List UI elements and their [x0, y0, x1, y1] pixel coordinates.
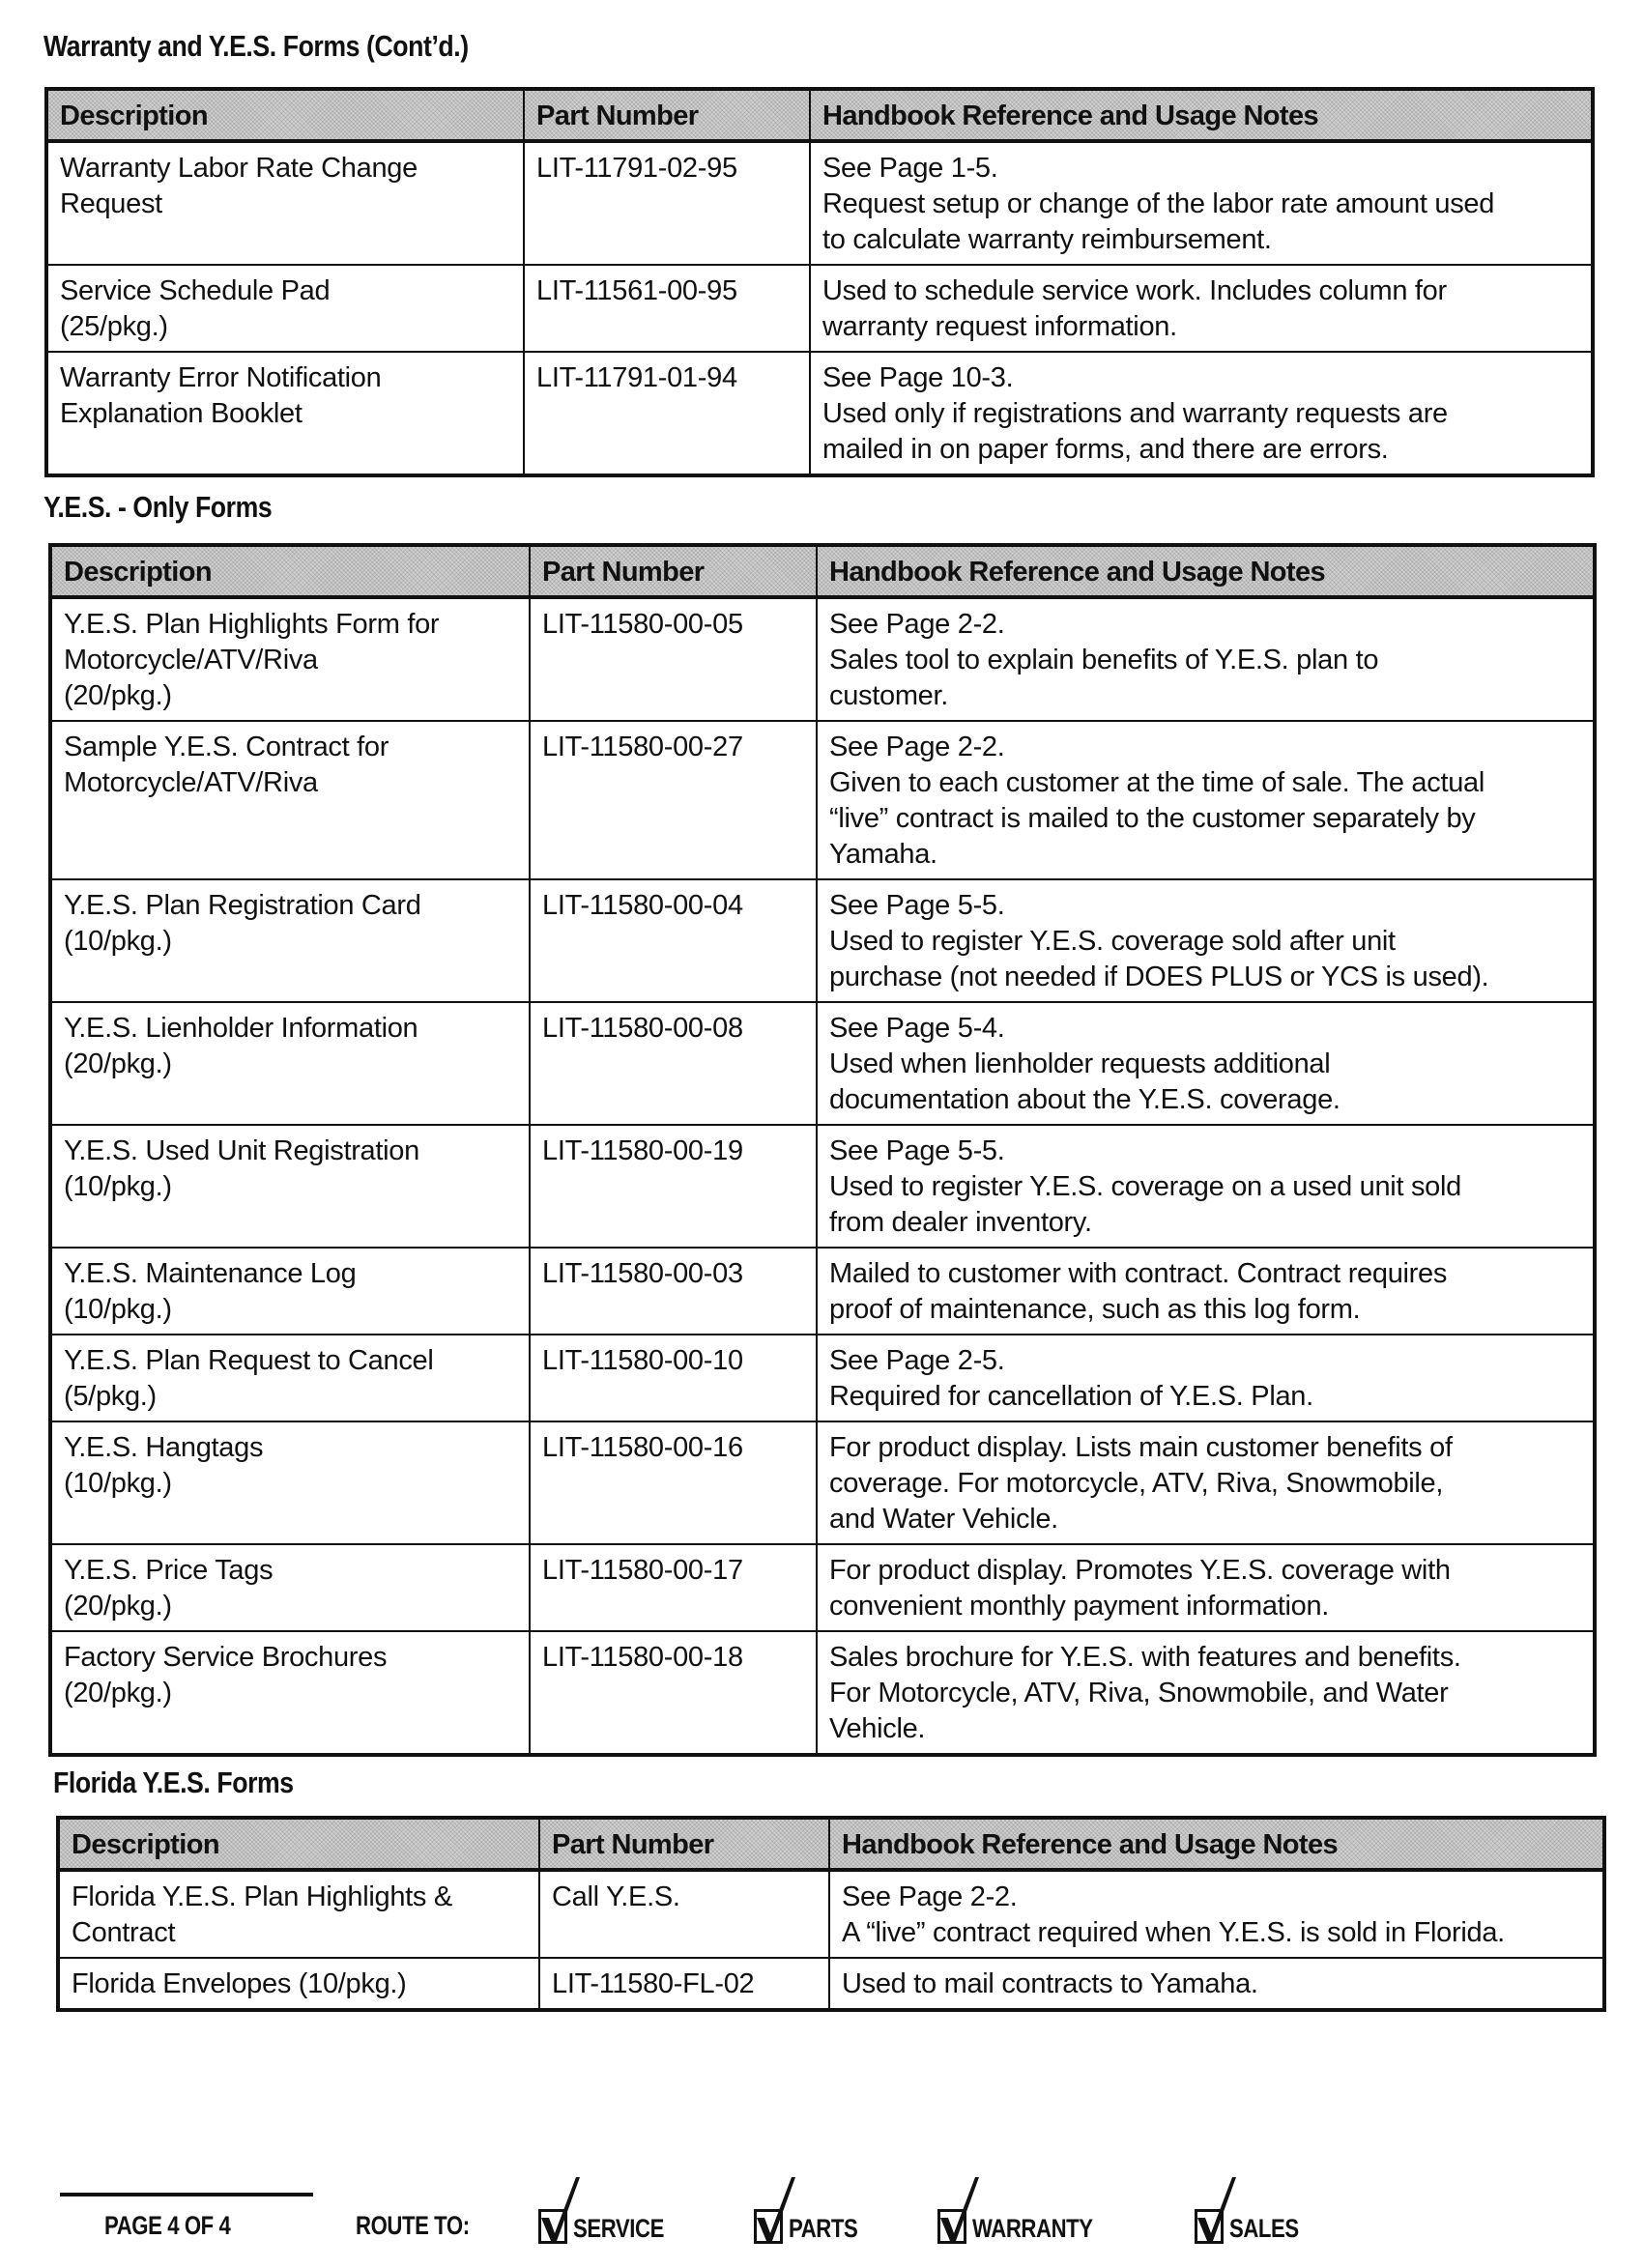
description-line: Y.E.S. Lienholder Information	[64, 1013, 418, 1044]
cell-part-number: LIT-11580-00-08	[530, 1002, 817, 1125]
description-line: Contract	[72, 1917, 176, 1948]
description-line: Y.E.S. Hangtags	[64, 1432, 264, 1463]
table-row	[58, 1870, 1604, 1958]
notes-line: See Page 1-5.	[822, 153, 998, 184]
cell-part-number: LIT-11580-00-03	[530, 1248, 817, 1335]
description-line: (10/pkg.)	[64, 926, 172, 957]
cell-part-number: LIT-11580-00-10	[530, 1335, 817, 1421]
footer-rule	[60, 2193, 313, 2196]
table-body	[46, 141, 1593, 475]
notes-line: Used when lienholder requests additional	[829, 1048, 1331, 1079]
description-line: (20/pkg.)	[64, 1048, 172, 1079]
cell-description	[50, 597, 530, 721]
warranty-yes-forms-table	[44, 87, 1595, 477]
table-row	[50, 1631, 1595, 1755]
notes-line: Used to mail contracts to Yamaha.	[842, 1968, 1258, 1999]
cell-part-number: Call Y.E.S.	[539, 1870, 829, 1958]
notes-line: documentation about the Y.E.S. coverage.	[829, 1084, 1340, 1115]
description-line: (20/pkg.)	[64, 680, 172, 711]
description-line: Explanation Booklet	[60, 398, 303, 429]
table-row	[50, 597, 1595, 721]
description-line: Warranty Error Notification	[60, 362, 382, 393]
cell-part-number: LIT-11791-02-95	[524, 141, 810, 265]
notes-line: Mailed to customer with contract. Contract requires	[829, 1258, 1448, 1289]
notes-line: Sales brochure for Y.E.S. with features and benefits.	[829, 1642, 1461, 1673]
cell-description	[58, 1958, 539, 2010]
notes-line: For product display. Lists main customer benefits of	[829, 1432, 1453, 1463]
cell-notes	[817, 1125, 1595, 1248]
section-title-florida-yes: Florida Y.E.S. Forms	[53, 1766, 294, 1799]
cell-notes	[810, 141, 1593, 265]
notes-line: For Motorcycle, ATV, Riva, Snowmobile, and Water	[829, 1678, 1449, 1708]
notes-line: See Page 2-5.	[829, 1345, 1005, 1376]
cell-notes	[817, 1002, 1595, 1125]
cell-notes	[829, 1958, 1604, 2010]
cell-part-number: LIT-11580-00-19	[530, 1125, 817, 1248]
notes-line: to calculate warranty reimbursement.	[822, 224, 1272, 255]
route-item-parts[interactable]	[754, 2178, 873, 2246]
header-description: Description	[46, 89, 524, 141]
table-body	[50, 597, 1595, 1755]
description-line: Y.E.S. Plan Request to Cancel	[64, 1345, 434, 1376]
table-row	[50, 879, 1595, 1002]
notes-line: For product display. Promotes Y.E.S. coverage with	[829, 1555, 1451, 1586]
notes-line: and Water Vehicle.	[829, 1504, 1058, 1535]
section-title-warranty-yes: Warranty and Y.E.S. Forms (Cont’d.)	[43, 29, 469, 63]
description-line: Y.E.S. Plan Registration Card	[64, 890, 421, 921]
notes-line: convenient monthly payment information.	[829, 1591, 1330, 1622]
cell-description	[50, 1002, 530, 1125]
cell-description	[46, 265, 524, 352]
notes-line: See Page 2-2.	[829, 732, 1005, 762]
notes-line: coverage. For motorcycle, ATV, Riva, Snowmobile,	[829, 1468, 1444, 1499]
route-item-sales[interactable]	[1195, 2178, 1314, 2246]
notes-line: “live” contract is mailed to the customer separately by	[829, 803, 1476, 834]
description-line: Florida Envelopes (10/pkg.)	[72, 1968, 407, 1999]
notes-line: Yamaha.	[829, 839, 937, 870]
cell-description	[50, 1248, 530, 1335]
page-number: PAGE 4 OF 4	[104, 2211, 231, 2240]
cell-notes	[817, 1544, 1595, 1631]
cell-notes	[817, 597, 1595, 721]
description-line: (10/pkg.)	[64, 1294, 172, 1325]
description-line: Y.E.S. Used Unit Registration	[64, 1135, 419, 1166]
notes-line: Request setup or change of the labor rate amount used	[822, 188, 1495, 219]
yes-only-forms-table	[48, 543, 1597, 1757]
description-line: Motorcycle/ATV/Riva	[64, 645, 318, 675]
cell-description	[46, 141, 524, 265]
notes-line: from dealer inventory.	[829, 1207, 1092, 1238]
header-description: Description	[50, 545, 530, 597]
table-row	[50, 1544, 1595, 1631]
checkbox-warranty[interactable]	[937, 2209, 966, 2244]
notes-line: A “live” contract required when Y.E.S. is sold in Florida.	[842, 1917, 1505, 1948]
notes-line: See Page 2-2.	[829, 609, 1005, 640]
description-line: Warranty Labor Rate Change	[60, 153, 418, 184]
cell-description	[58, 1870, 539, 1958]
description-line: Y.E.S. Price Tags	[64, 1555, 274, 1586]
table-row	[50, 1421, 1595, 1544]
table-row	[50, 1125, 1595, 1248]
route-to-label: ROUTE TO:	[356, 2211, 470, 2240]
notes-line: warranty request information.	[822, 311, 1177, 342]
cell-description	[50, 1421, 530, 1544]
notes-line: Used to schedule service work. Includes column for	[822, 275, 1447, 306]
checkbox-parts[interactable]	[754, 2209, 783, 2244]
table-header-row	[58, 1818, 1604, 1870]
notes-line: Used to register Y.E.S. coverage sold after unit	[829, 926, 1396, 957]
route-item-service[interactable]	[538, 2178, 684, 2246]
description-line: (20/pkg.)	[64, 1591, 172, 1622]
checkbox-service[interactable]	[538, 2209, 567, 2244]
description-line: (5/pkg.)	[64, 1381, 157, 1412]
route-label-parts: PARTS	[789, 2214, 858, 2243]
cell-description	[50, 1335, 530, 1421]
cell-part-number: LIT-11580-00-05	[530, 597, 817, 721]
notes-line: mailed in on paper forms, and there are errors.	[822, 434, 1389, 465]
table-row	[58, 1958, 1604, 2010]
description-line: Y.E.S. Plan Highlights Form for	[64, 609, 440, 640]
cell-part-number: LIT-11580-00-16	[530, 1421, 817, 1544]
cell-notes	[817, 1421, 1595, 1544]
notes-line: Vehicle.	[829, 1713, 926, 1744]
table-body	[58, 1870, 1604, 2010]
cell-notes	[810, 352, 1593, 475]
cell-notes	[810, 265, 1593, 352]
checkbox-sales[interactable]	[1195, 2209, 1224, 2244]
description-line: (25/pkg.)	[60, 311, 168, 342]
notes-line: proof of maintenance, such as this log form.	[829, 1294, 1361, 1325]
description-line: Florida Y.E.S. Plan Highlights &	[72, 1881, 452, 1912]
notes-line: See Page 5-5.	[829, 890, 1005, 921]
description-line: Request	[60, 188, 162, 219]
table-header-row	[50, 545, 1595, 597]
table-row	[50, 1335, 1595, 1421]
header-notes: Handbook Reference and Usage Notes	[810, 89, 1593, 141]
description-line: Motorcycle/ATV/Riva	[64, 767, 318, 798]
notes-line: customer.	[829, 680, 949, 711]
description-line: (20/pkg.)	[64, 1678, 172, 1708]
notes-line: Required for cancellation of Y.E.S. Plan.	[829, 1381, 1313, 1412]
section-title-yes-only: Y.E.S. - Only Forms	[43, 490, 273, 524]
cell-part-number: LIT-11580-00-04	[530, 879, 817, 1002]
header-description: Description	[58, 1818, 539, 1870]
notes-line: Used to register Y.E.S. coverage on a used unit sold	[829, 1171, 1461, 1202]
cell-part-number: LIT-11561-00-95	[524, 265, 810, 352]
cell-description	[50, 1544, 530, 1631]
table-row	[50, 721, 1595, 879]
description-line: (10/pkg.)	[64, 1468, 172, 1499]
table-row	[50, 1248, 1595, 1335]
florida-yes-forms-table	[56, 1816, 1606, 2012]
notes-line: Given to each customer at the time of sale. The actual	[829, 767, 1485, 798]
table-header-row	[46, 89, 1593, 141]
notes-line: See Page 5-4.	[829, 1013, 1005, 1044]
description-line: Factory Service Brochures	[64, 1642, 388, 1673]
cell-part-number: LIT-11580-00-18	[530, 1631, 817, 1755]
cell-description	[50, 721, 530, 879]
route-label-sales: SALES	[1229, 2214, 1299, 2243]
cell-description	[50, 1125, 530, 1248]
header-notes: Handbook Reference and Usage Notes	[829, 1818, 1604, 1870]
route-label-service: SERVICE	[573, 2214, 664, 2243]
table-row	[46, 352, 1593, 475]
cell-description	[50, 879, 530, 1002]
cell-part-number: LIT-11580-00-17	[530, 1544, 817, 1631]
description-line: Service Schedule Pad	[60, 275, 331, 306]
cell-notes	[829, 1870, 1604, 1958]
notes-line: See Page 5-5.	[829, 1135, 1005, 1166]
cell-notes	[817, 1335, 1595, 1421]
cell-notes	[817, 879, 1595, 1002]
table-row	[50, 1002, 1595, 1125]
notes-line: See Page 10-3.	[822, 362, 1014, 393]
header-part-number: Part Number	[524, 89, 810, 141]
cell-part-number: LIT-11580-00-27	[530, 721, 817, 879]
notes-line: See Page 2-2.	[842, 1881, 1018, 1912]
route-label-warranty: WARRANTY	[972, 2214, 1093, 2243]
route-item-warranty[interactable]	[937, 2178, 1119, 2246]
cell-part-number: LIT-11580-FL-02	[539, 1958, 829, 2010]
cell-notes	[817, 1248, 1595, 1335]
cell-notes	[817, 721, 1595, 879]
notes-line: Sales tool to explain benefits of Y.E.S. plan to	[829, 645, 1379, 675]
cell-part-number: LIT-11791-01-94	[524, 352, 810, 475]
description-line: Sample Y.E.S. Contract for	[64, 732, 389, 762]
notes-line: purchase (not needed if DOES PLUS or YCS is used).	[829, 962, 1489, 992]
header-part-number: Part Number	[530, 545, 817, 597]
header-part-number: Part Number	[539, 1818, 829, 1870]
table-row	[46, 265, 1593, 352]
cell-description	[46, 352, 524, 475]
cell-notes	[817, 1631, 1595, 1755]
description-line: (10/pkg.)	[64, 1171, 172, 1202]
description-line: Y.E.S. Maintenance Log	[64, 1258, 357, 1289]
cell-description	[50, 1631, 530, 1755]
table-row	[46, 141, 1593, 265]
notes-line: Used only if registrations and warranty requests are	[822, 398, 1448, 429]
header-notes: Handbook Reference and Usage Notes	[817, 545, 1595, 597]
